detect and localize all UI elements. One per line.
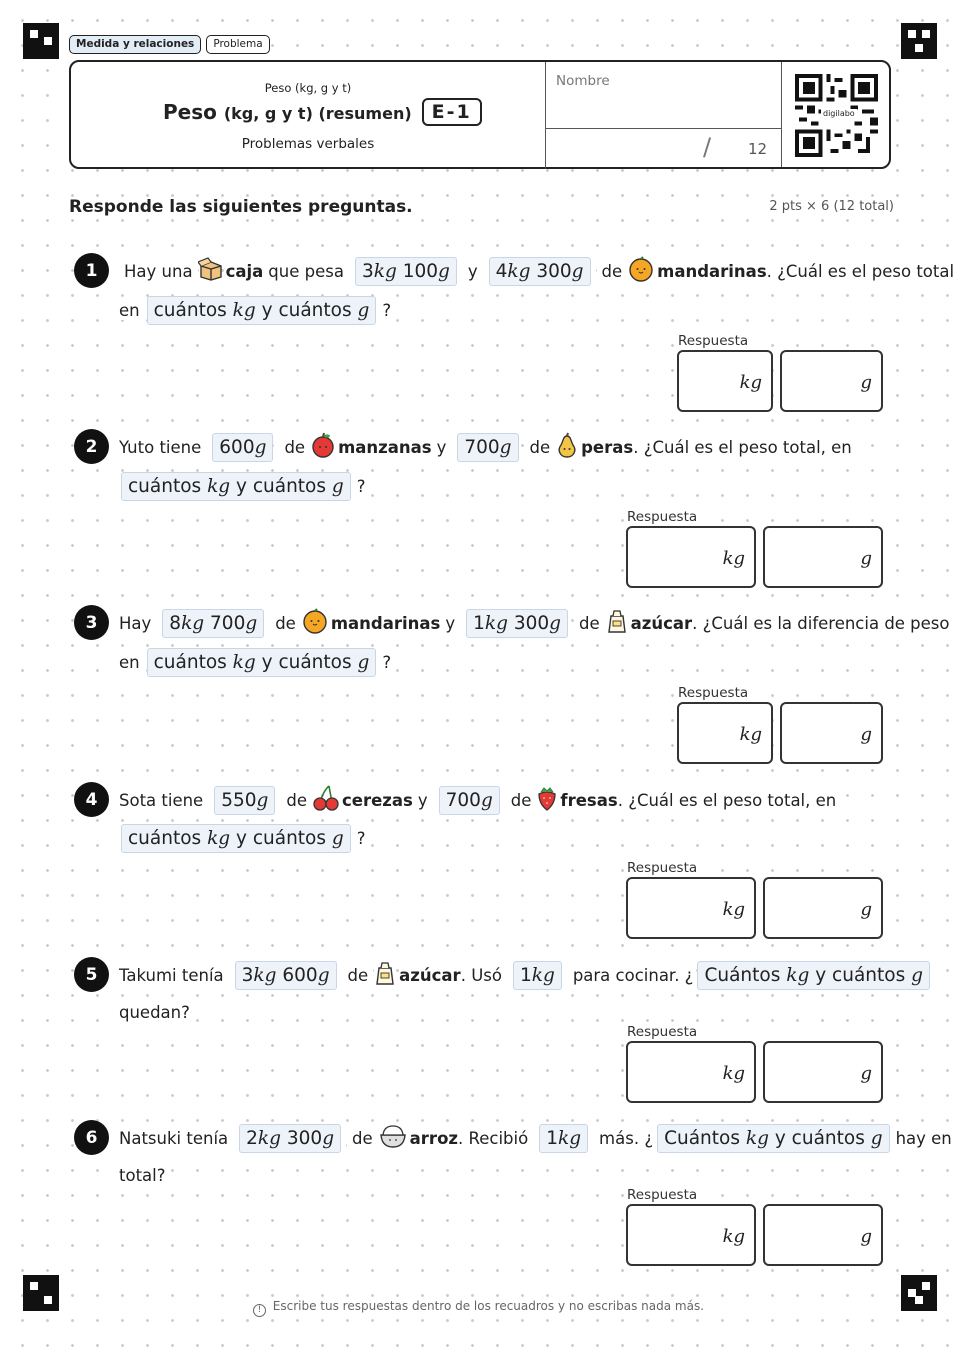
name-field[interactable] <box>545 62 781 129</box>
item-name: azúcar <box>630 613 693 633</box>
text: . ¿Cuál es la diferencia de peso <box>692 613 950 633</box>
text: . ¿Cuál es el peso total <box>766 261 955 281</box>
weight-box: 700g <box>457 433 518 462</box>
text: y <box>463 262 483 281</box>
tag-medida: Medida y relaciones <box>69 35 201 54</box>
answer-label: Respuesta <box>627 509 698 525</box>
question-number: 2 <box>74 429 109 464</box>
question-text-line-2 <box>119 292 391 328</box>
text: de <box>347 1129 378 1148</box>
apple-icon <box>310 432 336 462</box>
answer-box-kg[interactable]: kg <box>626 1204 756 1266</box>
ask-box: cuántos kg y cuántos g <box>121 824 351 853</box>
worksheet-code: E-1 <box>422 98 482 126</box>
item-name: manzanas <box>338 437 432 457</box>
question-text-line-1 <box>119 605 950 641</box>
text: de <box>281 791 312 810</box>
item-name: arroz <box>409 1128 459 1148</box>
text: ? <box>356 476 366 496</box>
answer-box-kg[interactable]: kg <box>626 1041 756 1103</box>
question-text-line-2 <box>115 820 366 856</box>
text: que pesa <box>263 262 349 281</box>
text: para cocinar. ¿ <box>568 966 694 985</box>
header-subtitle: Peso (kg, g y t) <box>264 81 352 95</box>
sugar-icon <box>373 960 397 990</box>
ask-box: cuántos kg y cuántos g <box>147 648 377 677</box>
worksheet-header <box>69 60 891 169</box>
corner-marker-top-left <box>23 23 59 59</box>
item-name: cerezas <box>342 790 413 810</box>
question-text-line-1 <box>119 782 836 818</box>
header-title <box>163 98 482 126</box>
answer-box-g[interactable]: g <box>763 877 883 939</box>
rice-icon <box>378 1123 408 1153</box>
answer-box-g[interactable]: g <box>780 350 883 412</box>
answer-label: Respuesta <box>627 1187 698 1203</box>
ask-box: Cuántos kg y cuántos g <box>697 961 930 990</box>
text: y <box>432 438 452 457</box>
question-text-line-2 <box>115 468 366 504</box>
text: de <box>597 262 628 281</box>
item-name: azúcar <box>399 965 461 985</box>
text: y <box>440 614 460 633</box>
box-icon <box>198 257 224 285</box>
text: de <box>279 438 310 457</box>
text: más. ¿ <box>594 1129 653 1148</box>
text: . Recibió <box>458 1129 533 1148</box>
item-name: mandarinas <box>657 261 767 281</box>
answer-label: Respuesta <box>678 685 749 701</box>
question-text-line-1 <box>119 253 954 289</box>
title-main: Peso <box>163 100 217 124</box>
item-name: mandarinas <box>330 613 441 633</box>
answer-box-g[interactable]: g <box>763 1041 883 1103</box>
question-text-line-2 <box>119 1157 166 1193</box>
answer-box-g[interactable]: g <box>763 1204 883 1266</box>
text: de <box>343 966 374 985</box>
text: en <box>119 653 145 672</box>
question-number: 5 <box>74 957 109 992</box>
header-title-area <box>71 62 545 167</box>
category-tags <box>69 35 270 54</box>
answer-box-kg[interactable]: kg <box>677 702 773 764</box>
weight-box: 1kg <box>539 1124 588 1153</box>
sugar-icon <box>605 608 629 638</box>
answer-box-kg[interactable]: kg <box>626 526 756 588</box>
text: . ¿Cuál es el peso total, en <box>633 437 852 457</box>
text: total? <box>119 1165 166 1185</box>
answer-box-kg[interactable]: kg <box>626 877 756 939</box>
weight-box: 3kg 100g <box>355 257 457 286</box>
info-icon: ! <box>253 1304 266 1317</box>
text: quedan? <box>119 1002 190 1022</box>
text: Natsuki tenía <box>119 1129 233 1148</box>
question-number: 6 <box>74 1120 109 1155</box>
mandarin-icon <box>301 608 329 638</box>
text: de <box>574 614 605 633</box>
question-text-line-2 <box>119 994 190 1030</box>
item-name: peras <box>581 437 634 457</box>
weight-box: 8kg 700g <box>162 609 264 638</box>
answer-box-g[interactable]: g <box>763 526 883 588</box>
question-number: 3 <box>74 605 109 640</box>
text: ? <box>382 652 392 672</box>
answer-label: Respuesta <box>627 860 698 876</box>
points-info: 2 pts × 6 (12 total) <box>769 199 894 214</box>
footer-note <box>0 1299 960 1317</box>
weight-box: 550g <box>214 786 275 815</box>
text: Yuto tiene <box>119 438 206 457</box>
pear-icon <box>555 432 579 462</box>
instructions: Responde las siguientes preguntas. <box>69 197 416 217</box>
weight-box: 700g <box>439 786 500 815</box>
weight-box: 1kg 300g <box>466 609 568 638</box>
weight-box: 600g <box>212 433 273 462</box>
text: . Usó <box>461 966 507 985</box>
item-name: fresas <box>560 790 618 810</box>
weight-box: 1kg <box>513 961 562 990</box>
mandarin-icon <box>627 256 655 286</box>
footer-text: Escribe tus respuestas dentro de los recuadros y no escribas nada más. <box>270 1299 707 1313</box>
tag-problema: Problema <box>206 35 269 54</box>
title-sub: (kg, g y t) (resumen) <box>223 104 412 123</box>
question-text-line-1 <box>119 1120 952 1156</box>
corner-marker-top-right <box>901 23 937 59</box>
score-slash: / <box>703 133 712 161</box>
score-total: 12 <box>748 140 768 158</box>
score-field[interactable] <box>545 129 781 169</box>
question-number: 1 <box>74 253 109 288</box>
weight-box: 4kg 300g <box>489 257 591 286</box>
weight-box: 2kg 300g <box>239 1124 341 1153</box>
text: Hay <box>119 614 156 633</box>
qr-label: digilabo <box>823 109 855 118</box>
answer-label: Respuesta <box>627 1024 698 1040</box>
text: Hay una <box>119 262 198 281</box>
question-number: 4 <box>74 782 109 817</box>
text: Sota tiene <box>119 791 208 810</box>
answer-box-kg[interactable]: kg <box>677 350 773 412</box>
answer-box-g[interactable]: g <box>780 702 883 764</box>
text: . ¿Cuál es el peso total, en <box>617 790 837 810</box>
qr-area <box>781 62 891 167</box>
ask-box: cuántos kg y cuántos g <box>121 472 351 501</box>
item-name: caja <box>225 261 264 281</box>
ask-box: Cuántos kg y cuántos g <box>657 1124 890 1153</box>
name-label: Nombre <box>556 73 610 89</box>
text: hay en <box>895 1128 952 1148</box>
text: Takumi tenía <box>119 966 229 985</box>
ask-box: cuántos kg y cuántos g <box>147 296 377 325</box>
question-text-line-2 <box>119 644 391 680</box>
weight-box: 3kg 600g <box>235 961 337 990</box>
question-text-line-1 <box>119 429 852 465</box>
text: ? <box>382 300 392 320</box>
answer-label: Respuesta <box>678 333 749 349</box>
question-text-line-1 <box>119 957 936 993</box>
header-category: Problemas verbales <box>241 136 375 152</box>
text: ? <box>356 828 366 848</box>
text: y <box>413 791 433 810</box>
text: de <box>525 438 556 457</box>
text: de <box>270 614 301 633</box>
cherry-icon <box>312 784 340 816</box>
text: de <box>506 791 537 810</box>
text: en <box>119 301 145 320</box>
strawberry-icon <box>536 785 558 815</box>
